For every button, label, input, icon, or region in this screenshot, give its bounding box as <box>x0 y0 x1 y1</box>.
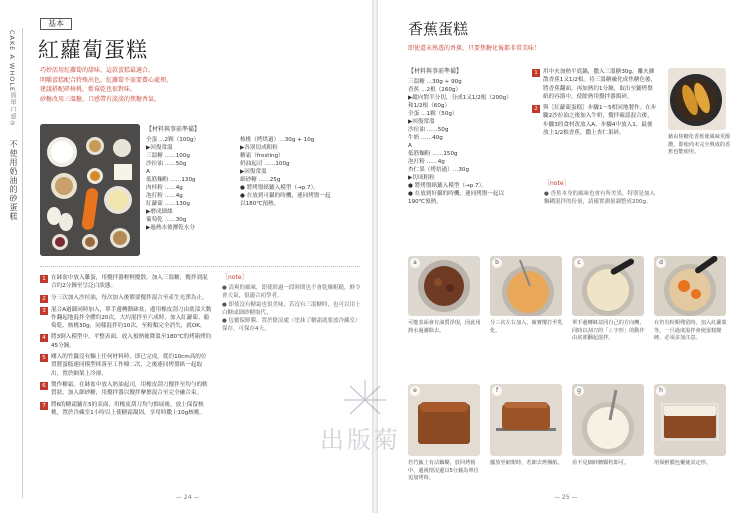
photo-letter: h <box>656 386 666 396</box>
photo-letter: a <box>410 258 420 268</box>
ingredients-list: 【材料與事前準備】 三溫糖 …30g + 90g 香蕉 …2根（260g） ▶縱向對半分切，分成1又1/2根（200g） 和1/2根（60g） 全蛋 …1顆（50g） ▶回復常溫 沙拉油 ……50g 牛奶 ……40g A 低筋麵粉 ……150g 泡打粉 ……4g 杏仁果（烤焙過）…30g ▶切成粗粒 ● 將烤盤紙鋪入模型（→p.7）。 ● 在放到好攝的時機，連同烤盤一起以 190℃預熱。 <box>408 68 512 205</box>
side-label: CAKE A WHOLE <box>8 30 16 93</box>
step-photo-g <box>572 384 644 456</box>
recipe-intro: 巧妙活用紅蘿蔔的甜味，這款蛋糕最適合。 明嚼蛋糕配合特殊出色，紅蘿蔔不需要費心處理。 建議搭配碎核桃，藍莓乾也很對味。 砂糖改用三溫糖，口感帶有淡淡的焦糖香氣。 <box>40 67 173 103</box>
step-item: 6 製作糖霜。在缽盆中放入奶油起司，用橡皮刮刀攪拌至均勻的軟質狀，加入細砂糖，用攪拌器以攪拌摩擦混合至完全融合束。 <box>40 381 212 398</box>
flower-watermark-icon <box>340 378 390 422</box>
side-photo-caption: 藉由焦糖化香蕉使風味更醇濃，即使尚未完全熟成的香蕉也能使用。 <box>668 134 731 156</box>
step-item: 7 將6的糖霜鋪在5的表面，用橡皮刮刀均勻推展後，放上保留核桃，置於冷藏室1小時以上使糖霜凝固，享用時撒上10g核桃。 <box>40 401 212 418</box>
step-item: 4 將3倒入模型中，平整表面，放入預熱後降溫至180℃的烤箱烤約45分鐘。 <box>40 333 212 350</box>
ingredients-list-1: 【材料與事前準備】 全蛋 …2顆（100g） ▶回復常溫 三溫糖 ……100g 沙拉油 ……50g A 低筋麵粉 ……130g 肉桂粉 ……4g 泡打粉 ……4g 紅蘿蔔 ……130g ▶磨成細絲 葡萄乾 ……30g ▶過熱水後瀝乾水分 <box>146 126 201 231</box>
side-vertical-sub: 簡單口感② <box>9 92 16 128</box>
step-item: 2 與［紅蘿蔔蛋糕］步驟1～5相同地製作。在步驟2沙拉油之後加入牛奶，攪拌確認混合後，步驟3的食材改放入A。步驟4中放入1，最後放上1/2根香蕉，撒上杏仁果碎。 <box>532 104 658 137</box>
category-badge: 基本 <box>40 18 72 30</box>
recipe-notes: ［note］ ● 清爽的風味，即使經過一段時間也不會乾燥粗糙，鮮令會天氣，很適合初學者。 ● 即使沒有糖霜也很美味，若沒有三溫糖時，也可以用上白糖或細砂糖取代。 ● 包覆保鮮膜，置於陰涼處（塗抹了糖霜就要放冷藏室）保存，可保存4天。 <box>222 274 361 333</box>
step-item: 1 用中火加熱平底鍋，撒入三溫糖30g，離火擴散香蕉1又1/2根。待三溫糖融化成焦糖色後，將香蕉翻面。再加熱約1分鐘，取出至鋪烤盤紙的容器中，使餘熱用攪拌器搗碎。 <box>532 68 658 101</box>
photo-caption: 擺放至網架時，若卸去烤盤紙。 <box>490 460 563 466</box>
photo-letter: d <box>656 258 666 268</box>
recipe-steps <box>532 68 658 140</box>
recipe-title: 紅蘿蔔蛋糕 <box>38 38 148 62</box>
publisher-watermark: 出版菊 <box>320 426 401 454</box>
recipe-intro: 即使還未熟透的香蕉，只要焦糖化後都非常美味！ <box>408 45 541 52</box>
step-item: 3 混合A過篩同時加入，單手邊轉動缽盆，邊用橡皮刮刀由底部大動作翻起地混拌全體約20次。大約混拌至六成時，加入紅蘿蔔、葡萄乾、核桃30g，同樣混拌約10次，至粉類完全消失，就OK。 <box>40 306 212 331</box>
page-number: — 25 — <box>554 494 578 501</box>
photo-letter: f <box>492 386 502 396</box>
step-photo-h <box>654 384 726 456</box>
right-page <box>378 0 750 513</box>
photo-caption: 若竹籤上有沾麵糊，放回烤箱中，邊視情況邊以5分鐘為單位追加烤時。 <box>408 460 479 482</box>
step-item: 1 在缽盆中放入雞蛋，用攪拌器輕輕攪散。加入三溫糖，攪拌到混合約2分鐘至呈泛白狀態。 <box>40 274 212 291</box>
photo-caption: 看不見細砂糖顆粒即可。 <box>572 460 630 466</box>
page-number: — 24 — <box>176 494 200 501</box>
photo-letter: g <box>574 386 584 396</box>
section-divider <box>40 266 360 267</box>
photo-caption: 用保鮮膜包覆使其定形。 <box>654 460 712 466</box>
photo-letter: e <box>410 386 420 396</box>
side-rule <box>22 28 23 498</box>
step-item: 2 分三次加入沙拉油，每次加入後都要攪拌混合至產生光澤為止。 <box>40 294 212 303</box>
photo-caption: 單手邊轉缽盆同自己的方向轉，同時以刮刀的「ㄈ字形」的動作由底部翻起混拌。 <box>572 320 645 342</box>
ingredients-photo <box>40 124 140 256</box>
photo-letter: c <box>574 258 584 268</box>
recipe-notes: ［note］ ● 香蕉本身的風味也會有所差異，特別是加入麵糊混拌的份量，請確實測量調整成200g。 <box>544 180 656 206</box>
step-photo-f <box>490 384 562 456</box>
left-page <box>0 0 372 513</box>
ingredients-list-2: 核桃（烤烘過）…30g + 10g ▶各別切成粗粒 糖霜（frosting） 奶油起司 ……100g ▶回復常溫 細砂糖 ……25g ● 將烤盤紙鋪入模型（→p.7）。 ● 在放到可攝的時機，連同烤盤一起 以180℃預熱。 <box>240 137 331 207</box>
photo-caption: 分三次左右加入，確實攪打至乳化。 <box>490 320 563 334</box>
caramelized-banana-photo <box>668 68 726 130</box>
step-item: 5 剛入的竹籤沒有麵上任何材料時，即已完成。從約10cm高的位置將蛋糕連同模型摔落至工作檯二次，之後連同烤盤紙一起取出，置於網架上冷卻。 <box>40 353 212 378</box>
recipe-steps <box>40 274 212 420</box>
recipe-title: 香蕉蛋糕 <box>408 20 469 38</box>
photo-caption: 在仍有粉類殘留時，加入紅蘿蔔等。一旦過度混拌會使蛋糕變硬，必須多加注意。 <box>654 320 727 342</box>
side-vertical-main: 不使用奶油的砂蛋糕 <box>9 140 18 221</box>
photo-letter: b <box>492 258 502 268</box>
photo-caption: 可能表面會有油質浮現，因此用熱水過濾除去。 <box>408 320 481 334</box>
step-photo-e <box>408 384 480 456</box>
